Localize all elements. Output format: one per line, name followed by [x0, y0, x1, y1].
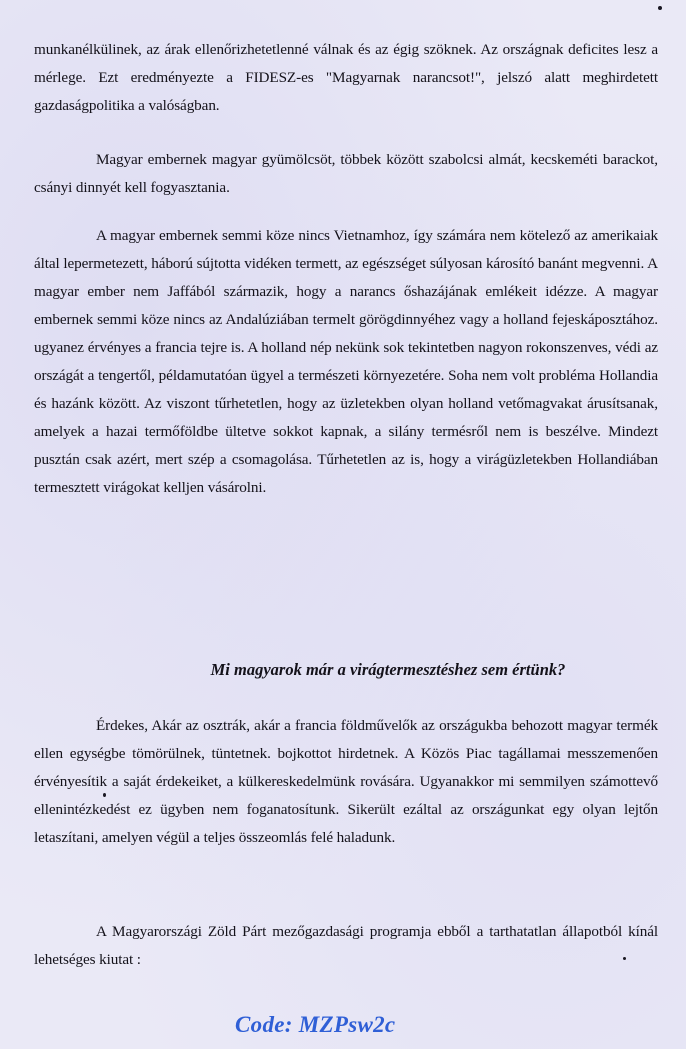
section-heading: Mi magyarok már a virágtermesztéshez sem értünk? [210, 660, 566, 679]
paragraph-hungarian-fruit: Magyar embernek magyar gyümölcsöt, többek között szabolcsi almát, kecskeméti barackot, csányi dinnyét kell fogyasztania. [34, 151, 658, 196]
paragraph-continuation: munkanélkülinek, az árak ellenőrizhetetlenné válnak és az égig szöknek. Az országnak deficites lesz a mérlege. Ezt eredményezte a FIDESZ-es "Magyarnak narancsot!", jelszó alatt meghirdetett gazdaságpolitika a valóságban. [34, 41, 658, 114]
paragraph-imports-critique: A magyar embernek semmi köze nincs Vietnamhoz, így számára nem kötelező az amerikaiak által lepermetezett, háború sújtotta vidéken termett, az egészséget súlyosan károsító banánt megvenni. A magyar ember nem Jaffából származik, hogy a narancs őshazájának emlékeit idézze. A magyar embernek semmi köze nincs az Andalúziában termelt görögdinnyéhez vagy a holland fejeskáposztához. ugyanez érvényes a francia tejre is. A holland nép nekünk sok tekintetben nagyon rokonszenves, védi az országát a tengertől, példamutatóan ügyel a természeti környezetére. Soha nem volt probléma Hollandia és hazánk között. Az viszont tűrhetetlen, hogy az üzletekben olyan holland vetőmagvakat árusítsanak, amelyek a hazai termőföldbe ültetve sokkot kapnak, a silány termésről nem is beszélve. Mindezt pusztán csak azért, mert szép a csomagolása. Tűrhetetlen az is, hogy a virágüzletekben Hollandiában termesztett virágokat kelljen vásárolni. [34, 227, 658, 496]
scan-speck [103, 793, 106, 797]
scan-speck [658, 6, 662, 10]
scan-speck [623, 957, 626, 960]
document-code-label: Code: MZPsw2c [235, 1012, 396, 1037]
paragraph-trade-protection: Érdekes, Akár az osztrák, akár a francia földművelők az országukba behozott magyar termék ellen egységbe tömörülnek, tüntetnek. bojkottot hirdetnek. A Közös Piac tagállamai messzemenően érvényesítik a saját érdekeiket, a külkereskedelmünk rovására. Ugyanakkor mi semmilyen számottevő ellenintézkedést ez ügyben nem foganatosítunk. Sikerült ezáltal az országunkat egy olyan lejtőn letaszítani, amelyen végül a teljes összeomlás felé haladunk. [34, 717, 658, 846]
paragraph-green-party-program: A Magyarországi Zöld Párt mezőgazdasági programja ebből a tarthatatlan állapotból kínál lehetséges kiutat : [34, 923, 658, 968]
